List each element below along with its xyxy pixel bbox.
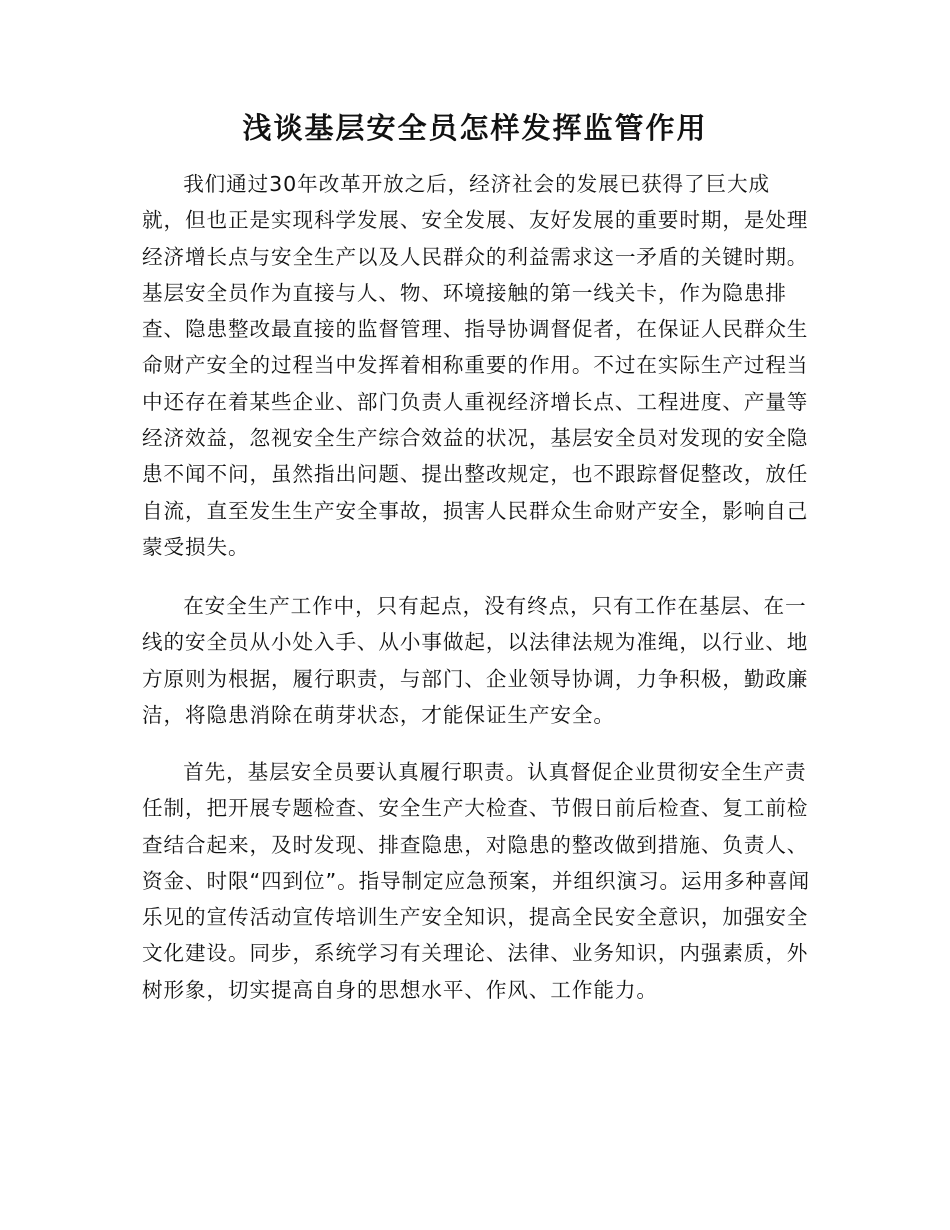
paragraph-frontline: 在安全生产工作中，只有起点，没有终点，只有工作在基层、在一线的安全员从小处入手、从小事做起，以法律法规为准绳，以行业、地方原则为根据，履行职责，与部门、企业领导协调，力争积极，勤政廉洁，将隐患消除在萌芽状态，才能保证生产安全。 <box>142 594 809 727</box>
paragraph-intro: 我们通过30年改革开放之后，经济社会的发展已获得了巨大成就，但也正是实现科学发展、安全发展、友好发展的重要时期，是处理经济增长点与安全生产以及人民群众的利益需求这一矛盾的关键时期。基层安全员作为直接与人、物、环境接触的第一线关卡，作为隐患排查、隐患整改最直接的监督管理、指导协调督促者，在保证人民群众生命财产安全的过程当中发挥着相称重要的作用。不过在实际生产过程当中还存在着某些企业、部门负责人重视经济增长点、工程进度、产量等经济效益，忽视安全生产综合效益的状况，基层安全员对发现的安全隐患不闻不问，虽然指出问题、提出整改规定，也不跟踪督促整改，放任自流，直至发生生产安全事故，损害人民群众生命财产安全，影响自己蒙受损失。 <box>142 172 809 559</box>
document-title: 浅谈基层安全员怎样发挥监管作用 <box>242 111 708 145</box>
paragraph-duties: 首先，基层安全员要认真履行职责。认真督促企业贯彻安全生产责任制，把开展专题检查、安全生产大检查、节假日前后检查、复工前检查结合起来，及时发现、排查隐患，对隐患的整改做到措施、负责人、资金、时限“四到位”。指导制定应急预案，并组织演习。运用多种喜闻乐见的宣传活动宣传培训生产安全知识，提高全民安全意识，加强安全文化建设。同步，系统学习有关理论、法律、业务知识，内强素质，外树形象，切实提高自身的思想水平、作风、工作能力。 <box>142 760 810 1002</box>
